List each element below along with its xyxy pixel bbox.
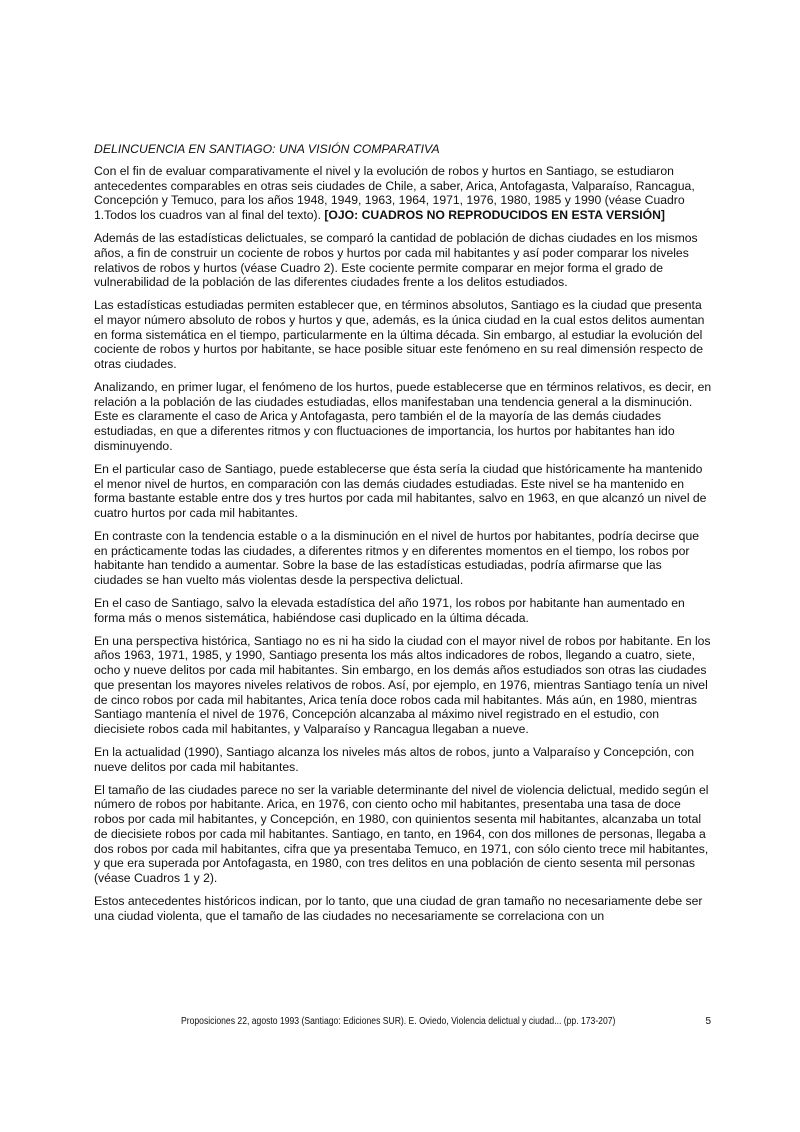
paragraph-5: En el particular caso de Santiago, puede establecerse que ésta sería la ciudad que históricamente ha mantenido el menor nivel de hurtos, en comparación con las demás ciudades estudiadas. Este nivel se ha mantenido en forma bastante estable entre dos y tres hurtos por cada mil habitantes, salvo en 1963, en que alcanzó un nivel de cuatro hurtos por cada mil habitantes. xyxy=(94,461,707,520)
paragraph-9: En la actualidad (1990), Santiago alcanza los niveles más altos de robos, junto a Valparaíso y Concepción, con nueve delitos por cada mil habitantes. xyxy=(94,744,695,774)
paragraph-2: Además de las estadísticas delictuales, se comparó la cantidad de población de dichas ciudades en los mismos años, a fin de construir un cociente de robos y hurtos por cada mil habitantes y así poder comparar los niveles relativos de robos y hurtos (véase Cuadro 2). Este cociente permite comparar en mejor forma el grado de vulnerabilidad de la población de las diferentes ciudades frente a los delitos estudiados. xyxy=(94,231,698,290)
page-footer xyxy=(181,1016,711,1028)
paragraph-1-text: Con el fin de evaluar comparativamente el nivel y la evolución de robos y hurtos en Santiago, se estudiaron antecedentes comparables en otras seis ciudades de Chile, a saber, Arica, Antofagasta, Valparaíso, Rancagua, Concepción y Temuco, para los años 1948, 1949, 1963, 1964, 1971, 1976, 1980, 1985 y 1990 (véase Cuadro 1.Todos los cuadros van al final del texto). xyxy=(94,164,695,223)
page-number: 5 xyxy=(705,1016,711,1027)
paragraph-4: Analizando, en primer lugar, el fenómeno de los hurtos, puede establecerse que en términos relativos, es decir, en relación a la población de las ciudades estudiadas, ellos manifestaban una tendencia general a la disminución. Este es claramente el caso de Arica y Antofagasta, pero también el de la mayoría de las demás ciudades estudiadas, en que a diferentes ritmos y con fluctuaciones de importancia, los hurtos por habitantes han ido disminuyendo. xyxy=(94,380,712,453)
paragraph-10: El tamaño de las ciudades parece no ser la variable determinante del nivel de violencia delictual, medido según el número de robos por habitante. Arica, en 1976, con ciento ocho mil habitantes, presentaba una tasa de doce robos por cada mil habitantes, y Concepción, en 1980, con quinientos sesenta mil habitantes, alcanzaba un total de diecisiete robos por cada mil habitantes. Santiago, en tanto, en 1964, con dos millones de personas, llegaba a dos robos por cada mil habitantes, cifra que ya presentaba Temuco, en 1971, con sólo ciento trece mil habitantes, y que era superada por Antofagasta, en 1980, con tres delitos en una población de ciento sesenta mil personas (véase Cuadros 1 y 2). xyxy=(94,782,709,885)
footer-reference: Proposiciones 22, agosto 1993 (Santiago: Ediciones SUR). E. Oviedo, Violencia delictual y ciudad... (pp. 173-207) xyxy=(181,1016,616,1027)
paragraph-7: En el caso de Santiago, salvo la elevada estadística del año 1971, los robos por habitante han aumentado en forma más o menos sistemática, habiéndose casi duplicado en la última década. xyxy=(94,596,685,625)
paragraph-8: En una perspectiva histórica, Santiago no es ni ha sido la ciudad con el mayor nivel de robos por habitante. En los años 1963, 1971, 1985, y 1990, Santiago presenta los más altos indicadores de robos, llegando a cuatro, siete, ocho y nueve delitos por cada mil habitantes. Sin embargo, en los demás años estudiados son otras las ciudades que presentan los mayores niveles relativos de robos. Así, por ejemplo, en 1976, mientras Santiago tenía un nivel de cinco robos por cada mil habitantes, Arica tenía doce robos cada mil habitantes. Más aún, en 1980, mientras Santiago mantenía el nivel de 1976, Concepción alcanzaba al máximo nivel registrado en el estudio, con diecisiete robos cada mil habitantes, y Valparaíso y Rancagua llegaban a nueve. xyxy=(94,633,711,736)
paragraph-6: En contraste con la tendencia estable o a la disminución en el nivel de hurtos por habitantes, podría decirse que en prácticamente todas las ciudades, a diferentes ritmos y en diferentes momentos en el tiempo, los robos por habitante han tendido a aumentar. Sobre la base de las estadísticas estudiadas, podría afirmarse que las ciudades se han vuelto más violentas desde la perspectiva delictual. xyxy=(94,528,700,588)
document-body xyxy=(94,141,712,932)
paragraph-1 xyxy=(94,164,712,223)
paragraph-3: Las estadísticas estudiadas permiten establecer que, en términos absolutos, Santiago es la ciudad que presenta el mayor número absoluto de robos y hurtos y que, además, es la única ciudad en la cual estos delitos aumentan en forma sistemática en el tiempo, particularmente en la última década. Sin embargo, al estudiar la evolución del cociente de robos y hurtos por habitante, se hace posible situar este fenómeno en su real dimensión respecto de otras ciudades. xyxy=(94,298,705,372)
document-title: DELINCUENCIA EN SANTIAGO: UNA VISIÓN COMPARATIVA xyxy=(94,142,440,156)
paragraph-11: Estos antecedentes históricos indican, por lo tanto, que una ciudad de gran tamaño no necesariamente debe ser una ciudad violenta, que el tamaño de las ciudades no necesariamente se correlaciona con un xyxy=(94,893,703,923)
paragraph-1-note: [OJO: CUADROS NO REPRODUCIDOS EN ESTA VERSIÓN] xyxy=(324,208,665,223)
